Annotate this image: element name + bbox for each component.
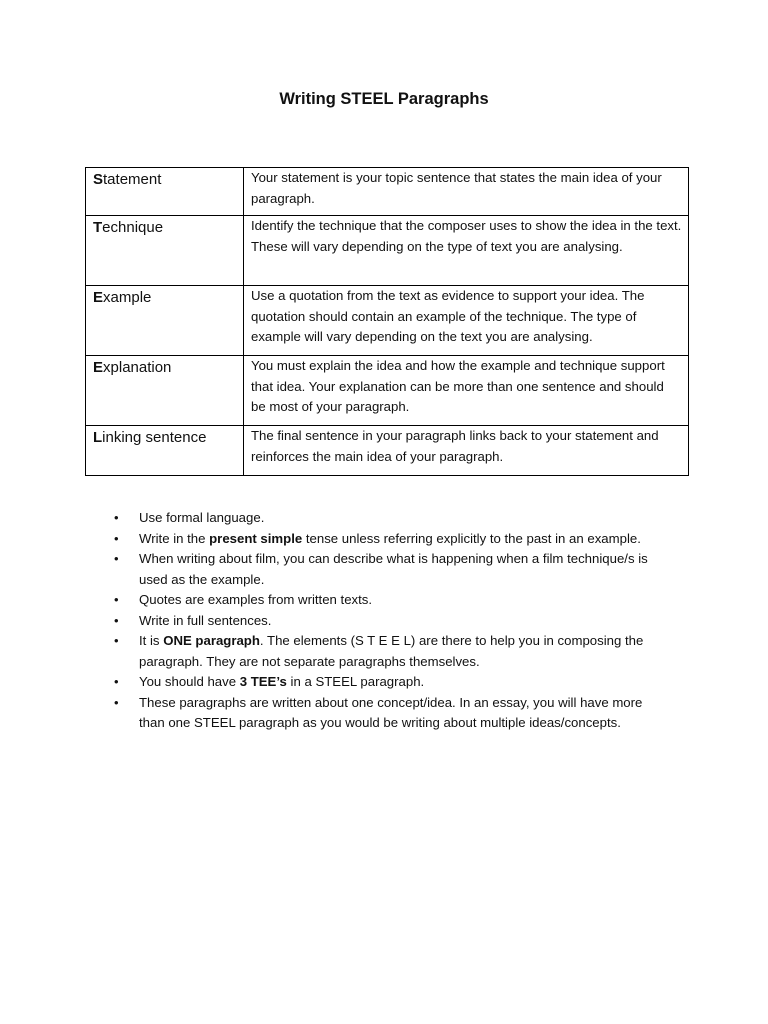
item-text-after: in a STEEL paragraph. bbox=[286, 674, 425, 689]
table-row bbox=[86, 216, 689, 286]
item-emphasis: 3 TEE’s bbox=[239, 674, 287, 689]
term-initial: E bbox=[93, 289, 104, 306]
item-emphasis: present simple bbox=[209, 530, 303, 546]
list-item bbox=[114, 529, 664, 550]
steel-table bbox=[85, 167, 689, 476]
item-text: You should have bbox=[139, 674, 240, 689]
item-text-after: tense unless referring explicitly to the past in an example. bbox=[302, 530, 641, 546]
list-item bbox=[114, 631, 664, 672]
term-initial: L bbox=[93, 429, 103, 446]
term-rest: tatement bbox=[103, 171, 162, 188]
term-cell-technique bbox=[86, 216, 244, 286]
table-row bbox=[86, 356, 689, 426]
term-cell-example bbox=[86, 286, 244, 356]
page-title: Writing STEEL Paragraphs bbox=[279, 90, 489, 108]
description-cell: The final sentence in your paragraph links back to your statement and reinforces the main idea of your paragraph. bbox=[244, 426, 689, 476]
item-text-after: . The elements (S T E E L) are there to help you in composing the paragraph. They are not separate paragraphs themselves. bbox=[139, 633, 644, 669]
item-text: When writing about film, you can describe what is happening when a film technique/s is used as the example. bbox=[139, 551, 648, 587]
bullet-icon: • bbox=[114, 510, 119, 525]
description-cell: Identify the technique that the composer uses to show the idea in the text. These will vary depending on the type of text you are analysing. bbox=[244, 216, 689, 286]
bullet-icon: • bbox=[114, 530, 119, 546]
item-emphasis: ONE paragraph bbox=[163, 633, 260, 648]
bullet-icon: • bbox=[114, 694, 119, 710]
list-item bbox=[114, 549, 664, 590]
term-rest: xplanation bbox=[103, 359, 172, 376]
term-initial: T bbox=[93, 219, 103, 236]
bullet-icon: • bbox=[114, 592, 119, 607]
term-initial: E bbox=[93, 359, 104, 376]
bullet-icon: • bbox=[114, 633, 119, 648]
term-rest: xample bbox=[103, 289, 152, 306]
list-item bbox=[114, 611, 664, 632]
list-item bbox=[114, 672, 664, 693]
bullet-icon: • bbox=[114, 612, 119, 628]
item-text: These paragraphs are written about one concept/idea. In an essay, you will have more than one STEEL paragraph as you would be writing about multiple ideas/concepts. bbox=[139, 694, 643, 730]
table-row bbox=[86, 168, 689, 216]
description-cell: Your statement is your topic sentence that states the main idea of your paragraph. bbox=[244, 168, 689, 216]
term-cell-explanation bbox=[86, 356, 244, 426]
table-row bbox=[86, 426, 689, 476]
bullet-icon: • bbox=[114, 674, 119, 689]
term-cell-statement bbox=[86, 168, 244, 216]
description-cell: You must explain the idea and how the example and technique support that idea. Your explanation can be more than one sentence and should be most of your paragraph. bbox=[244, 356, 689, 426]
table-row bbox=[86, 286, 689, 356]
bullet-icon: • bbox=[114, 551, 119, 566]
term-rest: inking sentence bbox=[102, 429, 207, 446]
list-item bbox=[114, 508, 664, 529]
item-text: Use formal language. bbox=[139, 510, 265, 525]
item-text: Quotes are examples from written texts. bbox=[139, 592, 373, 607]
list-item bbox=[114, 590, 664, 611]
term-rest: echnique bbox=[102, 219, 164, 236]
item-text: Write in the bbox=[139, 530, 210, 546]
list-item bbox=[114, 693, 664, 734]
description-cell: Use a quotation from the text as evidence to support your idea. The quotation should contain an example of the technique. The type of example will vary depending on the text you are analysing. bbox=[244, 286, 689, 356]
tips-list bbox=[114, 508, 664, 734]
term-initial: S bbox=[93, 171, 104, 188]
item-text: It is bbox=[139, 633, 164, 648]
term-cell-linking-sentence bbox=[86, 426, 244, 476]
item-text: Write in full sentences. bbox=[139, 612, 272, 628]
